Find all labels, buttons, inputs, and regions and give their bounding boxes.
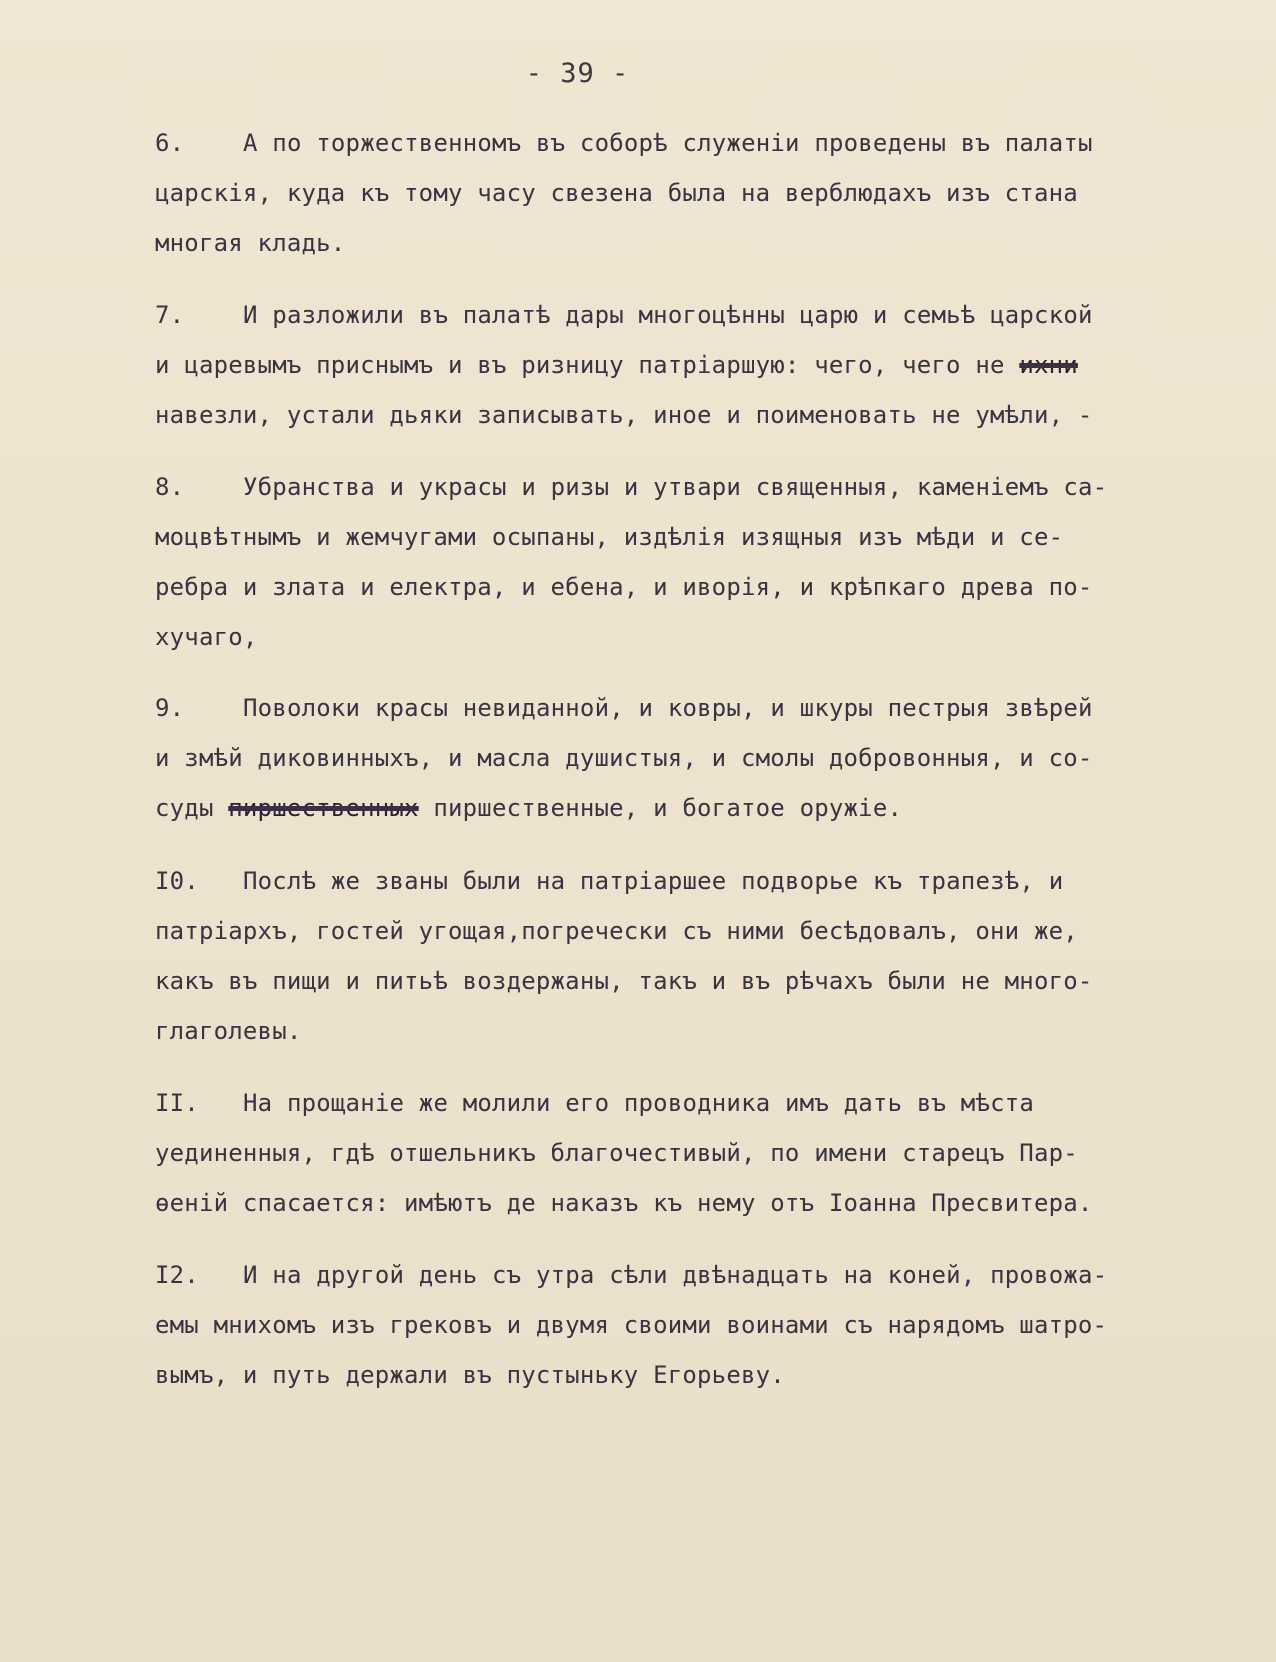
- line-text: И на другой день съ утра сѣли двѣнадцать на коней, провожа-: [243, 1261, 1108, 1289]
- paragraph-7-line-3: навезли, устали дьяки записывать, иное и поименовать не умѣли, -: [155, 401, 1093, 429]
- paragraph-number: I2.: [155, 1261, 199, 1289]
- paragraph-number: II.: [155, 1089, 199, 1117]
- paragraph-11-line-1: [155, 1088, 1034, 1118]
- line-text: суды: [155, 794, 229, 822]
- paragraph-11-line-3: ѳеній спасается: имѣютъ де наказъ къ нему отъ Іоанна Пресвитера.: [155, 1189, 1093, 1217]
- paragraph-11-line-2: уединенныя, гдѣ отшельникъ благочестивый, по имени старецъ Пар-: [155, 1139, 1078, 1167]
- paragraph-number: 6.: [155, 129, 185, 157]
- line-text: Убранства и украсы и ризы и утвари священныя, каменіемъ са-: [243, 473, 1108, 501]
- paragraph-10-line-2: патріархъ, гостей угощая,погречески съ ними бесѣдовалъ, они же,: [155, 917, 1078, 945]
- paragraph-12-line-2: емы мнихомъ изъ грековъ и двумя своими воинами съ нарядомъ шатро-: [155, 1311, 1108, 1339]
- paragraph-8-line-3: ребра и злата и електра, и ебена, и иворія, и крѣпкаго древа по-: [155, 573, 1093, 601]
- paragraph-9-line-2: и змѣй диковинныхъ, и масла душистыя, и смолы добровонныя, и со-: [155, 744, 1093, 772]
- paragraph-9-line-1: [155, 693, 1093, 723]
- paragraph-6-line-3: многая кладь.: [155, 229, 346, 257]
- line-text: Поволоки красы невиданной, и ковры, и шкуры пестрыя звѣрей: [243, 694, 1093, 722]
- paragraph-number: I0.: [155, 867, 199, 895]
- paragraph-7-line-1: [155, 300, 1093, 330]
- paragraph-9-line-3: [155, 793, 902, 823]
- paragraph-number: 8.: [155, 473, 185, 501]
- line-text: На прощаніе же молили его проводника имъ дать въ мѣста: [243, 1089, 1035, 1117]
- struck-out-word: ихни: [1019, 351, 1078, 379]
- line-text: и царевымъ приснымъ и въ ризницу патріаршую: чего, чего не: [155, 351, 1020, 379]
- line-text: А по торжественномъ въ соборѣ служеніи проведены въ палаты: [243, 129, 1093, 157]
- paragraph-8-line-4: хучаго,: [155, 623, 258, 651]
- paragraph-12-line-3: вымъ, и путь держали въ пустыньку Егорьеву.: [155, 1361, 785, 1389]
- paragraph-8-line-1: [155, 472, 1107, 502]
- struck-out-word: пиршественных: [228, 794, 419, 822]
- line-text: пиршественные, и богатое оружіе.: [418, 794, 903, 822]
- page-number: - 39 -: [525, 58, 630, 89]
- paragraph-7-line-2: [155, 350, 1078, 380]
- line-text: Послѣ же званы были на патріаршее подворье къ трапезѣ, и: [243, 867, 1064, 895]
- paragraph-10-line-1: [155, 866, 1063, 896]
- paragraph-6-line-2: царскія, куда къ тому часу свезена была на верблюдахъ изъ стана: [155, 179, 1078, 207]
- paragraph-8-line-2: моцвѣтнымъ и жемчугами осыпаны, издѣлія изящныя изъ мѣди и се-: [155, 523, 1064, 551]
- paragraph-6-line-1: [155, 128, 1093, 158]
- paragraph-number: 7.: [155, 301, 185, 329]
- paragraph-12-line-1: [155, 1260, 1107, 1290]
- paragraph-10-line-4: глаголевы.: [155, 1017, 302, 1045]
- line-text: И разложили въ палатѣ дары многоцѣнны царю и семьѣ царской: [243, 301, 1093, 329]
- paragraph-number: 9.: [155, 694, 185, 722]
- paragraph-10-line-3: какъ въ пищи и питьѣ воздержаны, такъ и въ рѣчахъ были не много-: [155, 967, 1093, 995]
